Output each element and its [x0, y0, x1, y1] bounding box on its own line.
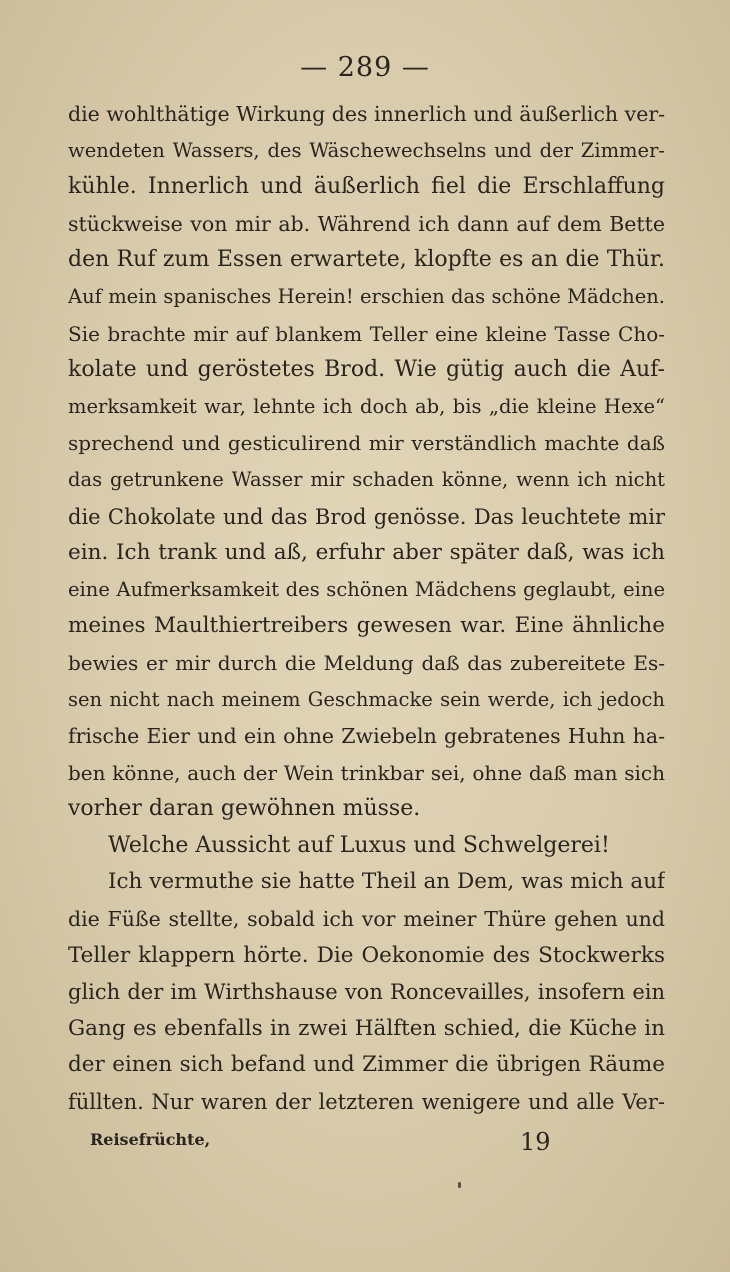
sheet-number: 19 [520, 1128, 551, 1156]
text-line-2: wendeten Wassers, des Wäschewechselns und der Zimmer- [68, 138, 665, 162]
text-line-13: ein. Ich trank und aß, erfuhr aber später daß, was ich [68, 540, 665, 566]
page-footer [68, 1128, 665, 1158]
text-line-25: glich der im Wirthshause von Roncevailles, insofern ein [68, 980, 665, 1005]
body-text [68, 96, 665, 1121]
text-line-18: frische Eier und ein ohne Zwiebeln gebratenes Huhn ha- [68, 724, 665, 749]
text-line-28: füllten. Nur waren der letzteren wenigere und alle Ver- [68, 1090, 665, 1115]
text-line-22: Ich vermuthe sie hatte Theil an Dem, was mich auf [108, 869, 665, 895]
text-line-14: eine Aufmerksamkeit des schönen Mädchens geglaubt, eine [68, 577, 665, 601]
page-number-header: — 289 — [300, 52, 430, 83]
text-line-16: bewies er mir durch die Meldung daß das zubereitete Es- [68, 650, 665, 675]
text-line-26: Gang es ebenfalls in zwei Hälften schied, die Küche in [68, 1015, 665, 1041]
text-line-21: Welche Aussicht auf Luxus und Schwelgerei! [108, 832, 610, 858]
text-line-6: Auf mein spanisches Herein! erschien das schöne Mädchen. [68, 284, 665, 308]
signature-mark: Reisefrüchte, [90, 1130, 211, 1149]
text-line-4: stückweise von mir ab. Während ich dann auf dem Bette [68, 211, 665, 236]
text-line-8: kolate und geröstetes Brod. Wie gütig auch die Auf- [68, 357, 665, 383]
text-line-3: kühle. Innerlich und äußerlich fiel die Erschlaffung [68, 174, 665, 200]
text-line-7: Sie brachte mir auf blankem Teller eine kleine Tasse Cho- [68, 321, 665, 346]
text-line-15: meines Maulthiertreibers gewesen war. Eine ähnliche [68, 613, 665, 639]
text-line-20: vorher daran gewöhnen müsse. [68, 796, 421, 822]
text-line-1: die wohlthätige Wirkung des innerlich und äußerlich ver- [68, 102, 665, 126]
text-line-27: der einen sich befand und Zimmer die übrigen Räume [68, 1052, 665, 1078]
text-line-11: das getrunkene Wasser mir schaden könne, wenn ich nicht [68, 467, 665, 491]
text-line-10: sprechend und gesticulirend mir verständlich machte daß [68, 431, 665, 456]
text-line-19: ben könne, auch der Wein trinkbar sei, ohne daß man sich [68, 760, 665, 785]
text-line-23: die Füße stellte, sobald ich vor meiner Thüre gehen und [68, 907, 665, 932]
text-line-5: den Ruf zum Essen erwartete, klopfte es an die Thür. [68, 247, 665, 273]
text-line-24: Teller klappern hörte. Die Oekonomie des Stockwerks [68, 942, 665, 968]
text-line-9: merksamkeit war, lehnte ich doch ab, bis „die kleine Hexe“ [68, 394, 665, 418]
text-line-17: sen nicht nach meinem Geschmacke sein werde, ich jedoch [68, 687, 665, 711]
paper-speck [458, 1182, 461, 1188]
text-line-12: die Chokolate und das Brod genösse. Das leuchtete mir [68, 504, 665, 529]
